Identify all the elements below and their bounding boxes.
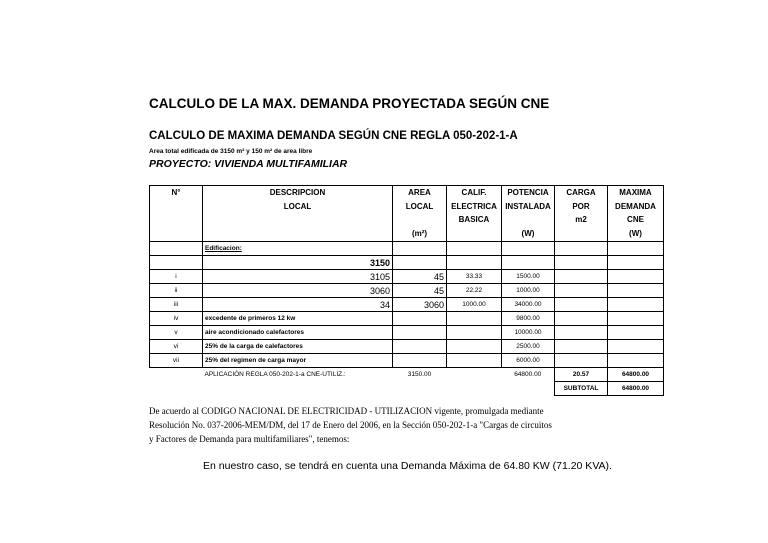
table-row: iv excedente de primeros 12 kw 9800.00: [150, 312, 664, 326]
header-carga: CARGA POR m2: [555, 186, 608, 242]
table-row: vi 25% de la carga de calefactores 2500.00: [150, 340, 664, 354]
table-row: ii 3060 45 22.22 1000.00: [150, 284, 664, 298]
apply-area: 3150.00: [407, 371, 432, 379]
section-row: [150, 242, 664, 256]
apply-potencia: 64800.00: [514, 371, 542, 379]
legal-paragraph: De acuerdo al CODIGO NACIONAL DE ELECTRICIDAD - UTILIZACION vigente, promulgada mediante Resolución No. 037-2006-MEM/DM, del 17 de Enero del 2006, en la Sección 050-202-1-a "Cargas de circuitos y Factores de Demanda para multifamiliares", tenemos:: [149, 406, 552, 444]
header-calif: CALIF. ELECTRICA BASICA: [447, 186, 502, 242]
header-maxima: MAXIMA DEMANDA CNE (W): [608, 186, 664, 242]
project-name: PROYECTO: VIVIENDA MULTIFAMILIAR: [149, 158, 348, 170]
apply-label: APLICACIÓN REGLA 050-202-1-a CNE-UTILIZ.:: [204, 371, 346, 379]
header-n: N°: [150, 186, 203, 242]
apply-row: [150, 368, 664, 382]
header-row: [150, 186, 664, 242]
header-area: AREA LOCAL (m²): [393, 186, 447, 242]
table-row: iii 34 3060 1000.00 34000.00: [150, 298, 664, 312]
header-desc: DESCRIPCION LOCAL: [203, 186, 393, 242]
subtotal-row: [150, 382, 664, 396]
table-row: i 3105 45 33.33 1500.00: [150, 270, 664, 284]
table-row: vii 25% del regimen de carga mayor 6000.00: [150, 354, 664, 368]
apply-maxima: 64800.00: [608, 368, 664, 382]
total-area-row: [150, 256, 664, 270]
conclusion-text: En nuestro caso, se tendrá en cuenta una Demanda Máxima de 64.80 KW (71.20 KVA).: [203, 460, 612, 472]
section-label: Edificacion:: [203, 242, 393, 256]
section-subtitle: CALCULO DE MAXIMA DEMANDA SEGÚN CNE REGLA 050-202-1-A: [149, 130, 518, 142]
header-potencia: POTENCIA INSTALADA (W): [502, 186, 555, 242]
area-note: Area total edificada de 3150 m² y 150 m² de area libre: [149, 148, 313, 155]
page-title: CALCULO DE LA MAX. DEMANDA PROYECTADA SEGÚN CNE: [149, 96, 550, 111]
table-row: v aire acondicionado calefactores 10000.00: [150, 326, 664, 340]
subtotal-value: 64800.00: [608, 382, 664, 396]
total-area: 3150: [203, 256, 393, 270]
subtotal-label: SUBTOTAL: [555, 382, 608, 396]
apply-carga: 20.57: [555, 368, 608, 382]
demand-table: [149, 185, 664, 396]
